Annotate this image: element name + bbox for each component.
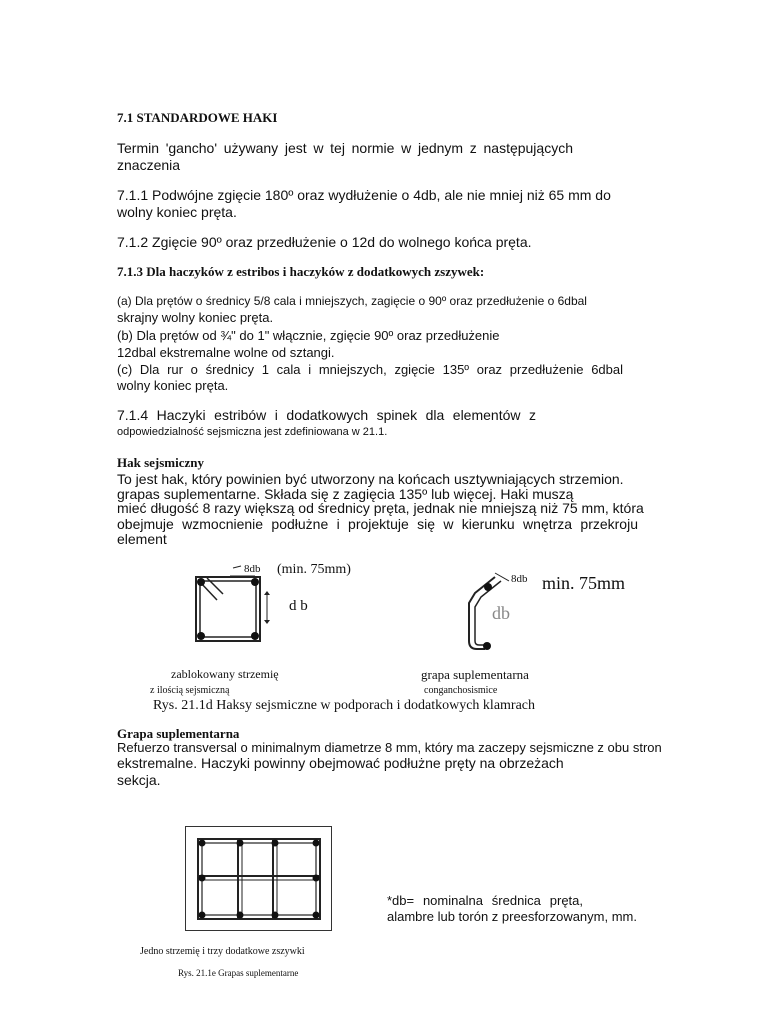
hak-line-3: mieć długość 8 razy większą od średnicy pręta, jednak nie mniejszą niż 75 mm, która [117, 500, 644, 516]
rebar-dot [199, 875, 206, 882]
hak-line-4: obejmuje wzmocnienie podłużne i projektuje się w kierunku wnętrza przekroju [117, 516, 638, 532]
label-db-right: db [492, 603, 510, 623]
rebar-dot [199, 840, 206, 847]
label-db-left: d b [289, 598, 308, 614]
rebar-dot [272, 840, 279, 847]
item-714-line-2: odpowiedzialność sejsmiczna jest zdefiniowana w 21.1. [117, 426, 388, 438]
intro-line-1: Termin 'gancho' używany jest w tej normie w jednym z następujących [117, 140, 573, 156]
hak-line-1: To jest hak, który powinien być utworzony na końcach usztywniających strzemion. [117, 471, 624, 487]
item-713b-line-2: 12dbal ekstremalne wolne od sztangi. [117, 345, 335, 360]
note-line-2: alambre lub torón z preesforzowanym, mm. [387, 909, 637, 924]
caption-left-1: zablokowany strzemię [171, 667, 279, 681]
label-8db-right: 8db [511, 573, 528, 585]
rebar-dot [237, 840, 244, 847]
item-713a-line-1: (a) Dla prętów o średnicy 5/8 cala i mniejszych, zagięcie o 90º oraz przedłużenie o 6dbal [117, 294, 587, 308]
item-713b-line-1: (b) Dla prętów od ¾" do 1" włącznie, zgięcie 90º oraz przedłużenie [117, 328, 500, 343]
section-ties-diagram [185, 826, 335, 936]
rebar-dot [251, 632, 259, 640]
rebar-dot [313, 875, 320, 882]
figure-2-caption-2: Rys. 21.1e Grapas suplementarne [178, 968, 299, 978]
rebar-dot [197, 632, 205, 640]
item-713a-line-2: skrajny wolny koniec pręta. [117, 310, 274, 325]
rebar-dot [484, 583, 492, 591]
item-714-line-1: 7.1.4 Haczyki estribów i dodatkowych spinek dla elementów z [117, 407, 536, 423]
item-713c-line-1: (c) Dla rur o średnicy 1 cala i mniejszych, zgięcie 135º oraz przedłużenie 6dbal [117, 362, 623, 377]
item-711-line-1: 7.1.1 Podwójne zgięcie 180º oraz wydłużenie o 4db, ale nie mniej niż 65 mm do [117, 187, 611, 203]
hak-line-2: grapas suplementarne. Składa się z zagięcia 135º lub więcej. Haki muszą [117, 486, 574, 502]
section-title: 7.1 STANDARDOWE HAKI [117, 110, 278, 125]
hak-title: Hak sejsmiczny [117, 455, 205, 470]
intro-line-2: znaczenia [117, 157, 181, 173]
grapa-line-3: sekcja. [117, 772, 161, 788]
rebar-dot [313, 912, 320, 919]
item-712: 7.1.2 Zgięcie 90º oraz przedłużenie o 12d do wolnego końca pręta. [117, 234, 532, 250]
rebar-dot [272, 912, 279, 919]
rebar-dot [313, 840, 320, 847]
rebar-dot [197, 578, 205, 586]
item-713-title: 7.1.3 Dla haczyków z estribos i haczyków z dodatkowych zszywek: [117, 264, 485, 279]
caption-right-2: conganchosismice [424, 685, 498, 696]
grapa-line-1: Refuerzo transversal o minimalnym diametrze 8 mm, który ma zaczepy sejsmiczne z obu stron [117, 740, 662, 755]
rebar-dot [483, 642, 491, 650]
item-711-line-2: wolny koniec pręta. [117, 204, 237, 220]
item-713c-line-2: wolny koniec pręta. [117, 378, 229, 393]
hak-line-5: element [117, 531, 167, 547]
rebar-dot [199, 912, 206, 919]
label-8db-left: 8db [244, 563, 261, 575]
rebar-dot [251, 578, 259, 586]
figure-2-caption-1: Jedno strzemię i trzy dodatkowe zszywki [140, 946, 305, 957]
rebar-dot [237, 912, 244, 919]
label-min-right: min. 75mm [542, 573, 626, 593]
figure-1-caption: Rys. 21.1d Haksy sejsmiczne w podporach i dodatkowych klamrach [153, 698, 536, 713]
label-min-left: (min. 75mm) [277, 562, 351, 577]
grapa-title: Grapa suplementarna [117, 726, 240, 741]
caption-left-2: z ilością sejsmiczną [150, 685, 230, 696]
note-line-1: *db= nominalna średnica pręta, [387, 893, 583, 908]
caption-right-1: grapa suplementarna [421, 667, 529, 682]
grapa-line-2: ekstremalne. Haczyki powinny obejmować podłużne pręty na obrzeżach [117, 755, 564, 771]
